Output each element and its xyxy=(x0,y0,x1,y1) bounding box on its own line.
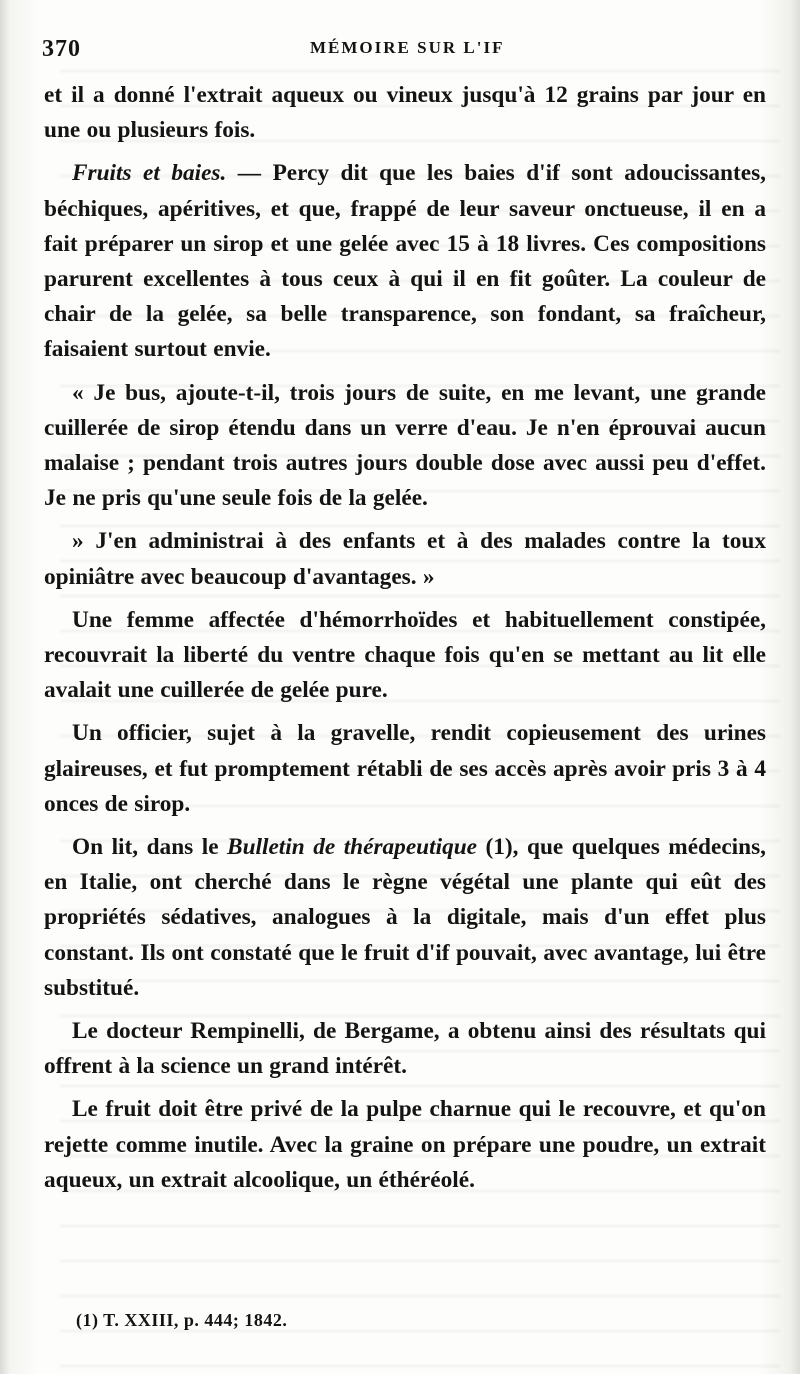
paragraph-femme: Une femme affectée d'hémorrhoïdes et habituellement constipée, recouvrait la liberté du ventre chaque fois qu'en se mettant au lit elle avalait une cuillerée de gelée pure. xyxy=(44,606,766,704)
paragraph-fruits-et-baies xyxy=(44,156,766,367)
paragraph-bulletin xyxy=(44,830,766,1006)
paragraph-quote-end: » J'en administrai à des enfants et à des malades contre la toux opiniâtre avec beaucoup d'avantages. » xyxy=(44,528,766,590)
paragraph-preparation: Le fruit doit être privé de la pulpe charnue qui le recouvre, et qu'on rejette comme inutile. Avec la graine on prépare une poudre, un extrait aqueux, un extrait alcoolique, un éthéréolé. xyxy=(44,1096,766,1193)
footnote: (1) T. XXIII, p. 444; 1842. xyxy=(76,1310,288,1330)
paragraph-officier: Un officier, sujet à la gravelle, rendit copieusement des urines glaireuses, et fut promptement rétabli de ses accès après avoir pris 3 à 4 onces de sirop. xyxy=(44,720,766,817)
journal-title: Bulletin de thérapeutique xyxy=(227,834,478,861)
paragraph-text: On lit, dans le xyxy=(72,834,228,861)
page-number: 370 xyxy=(42,36,81,62)
page-header xyxy=(42,30,760,70)
paragraph-text: (1), que quelques médecins, en Italie, ont cherché dans le règne végétal une plante qui eût des propriétés sédatives, analogues à la digitale, mais d'un effet plus constant. Ils ont constaté que le fruit d'if pouvait, avec avantage, lui être substitué. xyxy=(44,834,766,1001)
paragraph-text: — Percy dit que les baies d'if sont adoucissantes, béchiques, apéritives, et que, frappé de leur saveur onctueuse, il en a fait préparer un sirop et une gelée avec 15 à 18 livres. Ces compositions parurent excellentes à tous ceux à qui il en fit goûter. La couleur de chair de la gelée, sa belle transparence, son fondant, sa fraîcheur, faisaient surtout envie. xyxy=(44,160,766,363)
paragraph-rempinelli: Le docteur Rempinelli, de Bergame, a obtenu ainsi des résultats qui offrent à la science un grand intérêt. xyxy=(44,1018,766,1080)
body-text xyxy=(44,78,766,1202)
paragraph-quote-start: « Je bus, ajoute-t-il, trois jours de suite, en me levant, une grande cuillerée de sirop étendu dans un verre d'eau. Je n'en éprouvai aucun malaise ; pendant trois autres jours double dose avec aussi peu d'effet. Je ne pris qu'une seule fois de la gelée. xyxy=(44,379,766,512)
running-head: MÉMOIRE SUR L'IF xyxy=(310,38,505,57)
paragraph-continuation: et il a donné l'extrait aqueux ou vineux jusqu'à 12 grains par jour en une ou plusieurs fois. xyxy=(44,82,766,144)
section-lead: Fruits et baies. xyxy=(72,160,227,187)
